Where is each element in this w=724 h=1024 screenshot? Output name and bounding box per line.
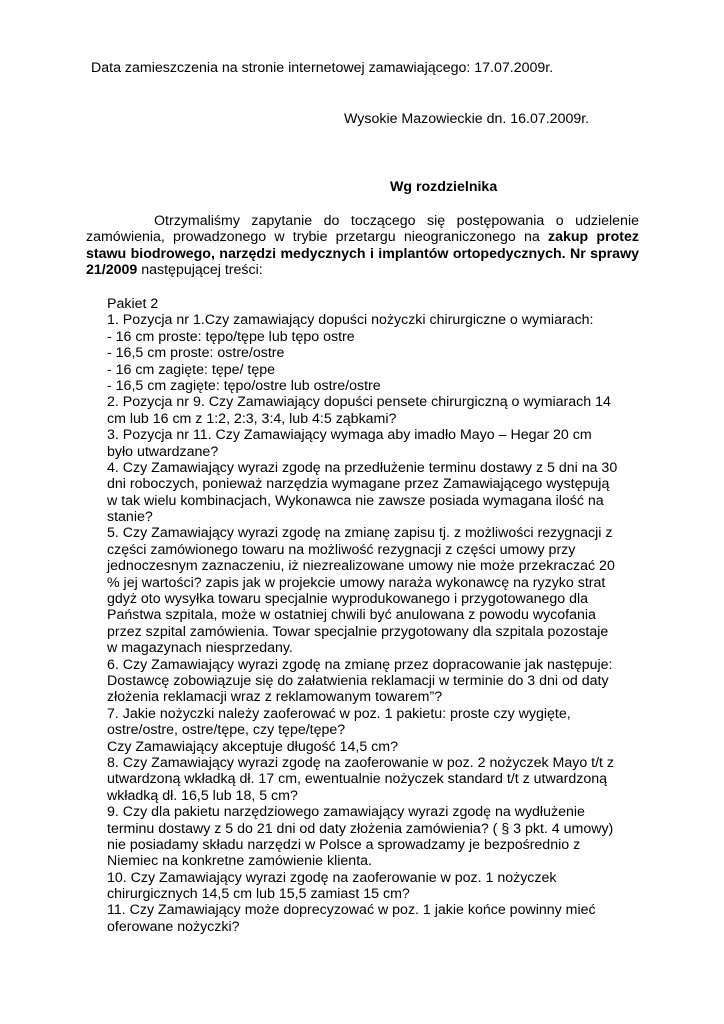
question-line: nie posiadamy składu narzędzi w Polsce a sprowadzamy je bezpośrednio z <box>107 836 581 853</box>
question-line: Niemiec na konkretne zamówienie klienta. <box>107 853 372 870</box>
question-line: 5. Czy Zamawiający wyrazi zgodę na zmianę zapisu tj. z możliwości rezygnacji z <box>107 525 613 542</box>
place-and-date-line: Wysokie Mazowieckie dn. 16.07.2009r. <box>344 111 590 127</box>
question-line: 2. Pozycja nr 9. Czy Zamawiający dopuści pensete chirurgiczną o wymiarach 14 <box>107 394 611 411</box>
question-line: 11. Czy Zamawiający może doprecyzować w poz. 1 jakie końce powinny mieć <box>107 902 596 919</box>
intro-text-end: następującej treści: <box>137 262 263 279</box>
question-line: - 16 cm proste: tępo/tępe lub tępo ostre <box>107 328 355 345</box>
question-line: dni roboczych, ponieważ narzędzia wymagane przez Zamawiającego występują <box>107 476 610 493</box>
question-line: jednoczesnym zaznaczeniu, iż niezrealizowane umowy nie może przekraczać 20 <box>107 558 615 575</box>
question-line: stanie? <box>107 509 153 526</box>
question-line: 6. Czy Zamawiający wyrazi zgodę na zmianę przez dopracowanie jak następuje: <box>107 656 613 673</box>
question-line: chirurgicznych 14,5 cm lub 15,5 zamiast 15 cm? <box>107 886 410 903</box>
question-line: złożenia reklamacji wraz z reklamowanym towarem”? <box>107 689 443 706</box>
question-line: terminu dostawy z 5 do 21 dni od daty złożenia zamówienia? ( § 3 pkt. 4 umowy) <box>107 820 614 837</box>
question-line: 7. Jakie nożyczki należy zaoferować w poz. 1 pakietu: proste czy wygięte, <box>107 705 571 722</box>
publication-date-line: Data zamieszczenia na stronie internetowej zamawiającego: 17.07.2009r. <box>91 60 554 76</box>
question-line: % jej wartości? zapis jak w projekcie umowy naraża wykonawcę na ryzyko strat <box>107 574 606 591</box>
question-line: przez szpital zamówienia. Towar specjalnie przygotowany dla szpitala pozostaje <box>107 623 609 640</box>
package-heading: Pakiet 2 <box>107 296 159 312</box>
question-line: Dostawcę zobowiązuje się do załatwienia reklamacji w terminie do 3 dni od daty <box>107 672 609 689</box>
question-line: wkładką dł. 16,5 lub 18, 5 cm? <box>107 787 298 804</box>
question-line: Państwa szpitala, może w ostatniej chwili być anulowana z powodu wycofania <box>107 607 596 624</box>
intro-paragraph <box>86 213 639 279</box>
question-line: 9. Czy dla pakietu narzędziowego zamawiający wyrazi zgodę na wydłużenie <box>107 804 585 821</box>
question-line: 3. Pozycja nr 11. Czy Zamawiający wymaga aby imadło Mayo – Hegar 20 cm <box>107 427 592 444</box>
question-line: 10. Czy Zamawiający wyrazi zgodę na zaoferowanie w poz. 1 nożyczek <box>107 869 557 886</box>
question-line: - 16,5 cm zagięte: tępo/ostre lub ostre/ostre <box>107 377 381 394</box>
intro-text-start: Otrzymaliśmy zapytanie do toczącego się postępowania o udzielenie zamówienia, prowadzonego w trybie przetargu nieograniczonego na <box>86 213 639 246</box>
question-line: - 16 cm zagięte: tępe/ tępe <box>107 361 275 378</box>
question-line: utwardzoną wkładką dł. 17 cm, ewentualnie nożyczek standard t/t z utwardzoną <box>107 771 607 788</box>
questions-list <box>107 296 637 935</box>
question-line: ostre/ostre, ostre/tępe, czy tępe/tępe? <box>107 722 346 739</box>
question-line: w tak wielu kombinacjach, Wykonawca nie zawsze posiada wymagana ilość na <box>107 492 604 509</box>
question-line: oferowane nożyczki? <box>107 918 240 935</box>
question-line: 1. Pozycja nr 1.Czy zamawiający dopuści nożyczki chirurgiczne o wymiarach: <box>107 312 594 329</box>
question-line: było utwardzane? <box>107 443 219 460</box>
question-line: 4. Czy Zamawiający wyrazi zgodę na przedłużenie terminu dostawy z 5 dni na 30 <box>107 459 618 476</box>
question-line: w magazynach niesprzedany. <box>107 640 293 657</box>
intro-subject-bold: zakup protez stawu biodrowego, narzędzi medycznych i implantów ortopedycznych. Nr sprawy 21/2009 <box>86 229 639 279</box>
question-line: części zamówionego towaru na możliwość rezygnacji z części umowy przy <box>107 541 576 558</box>
question-line: Czy Zamawiający akceptuje długość 14,5 cm? <box>107 738 398 755</box>
question-line: gdyż oto wysyłka towaru specjalnie wyprodukowanego i przygotowanego dla <box>107 591 589 608</box>
question-line: 8. Czy Zamawiający wyrazi zgodę na zaoferowanie w poz. 2 nożyczek Mayo t/t z <box>107 754 615 771</box>
question-line: cm lub 16 cm z 1:2, 2:3, 3:4, lub 4:5 ząbkami? <box>107 410 397 427</box>
question-line: - 16,5 cm proste: ostre/ostre <box>107 345 285 362</box>
recipient-line: Wg rozdzielnika <box>390 179 498 195</box>
